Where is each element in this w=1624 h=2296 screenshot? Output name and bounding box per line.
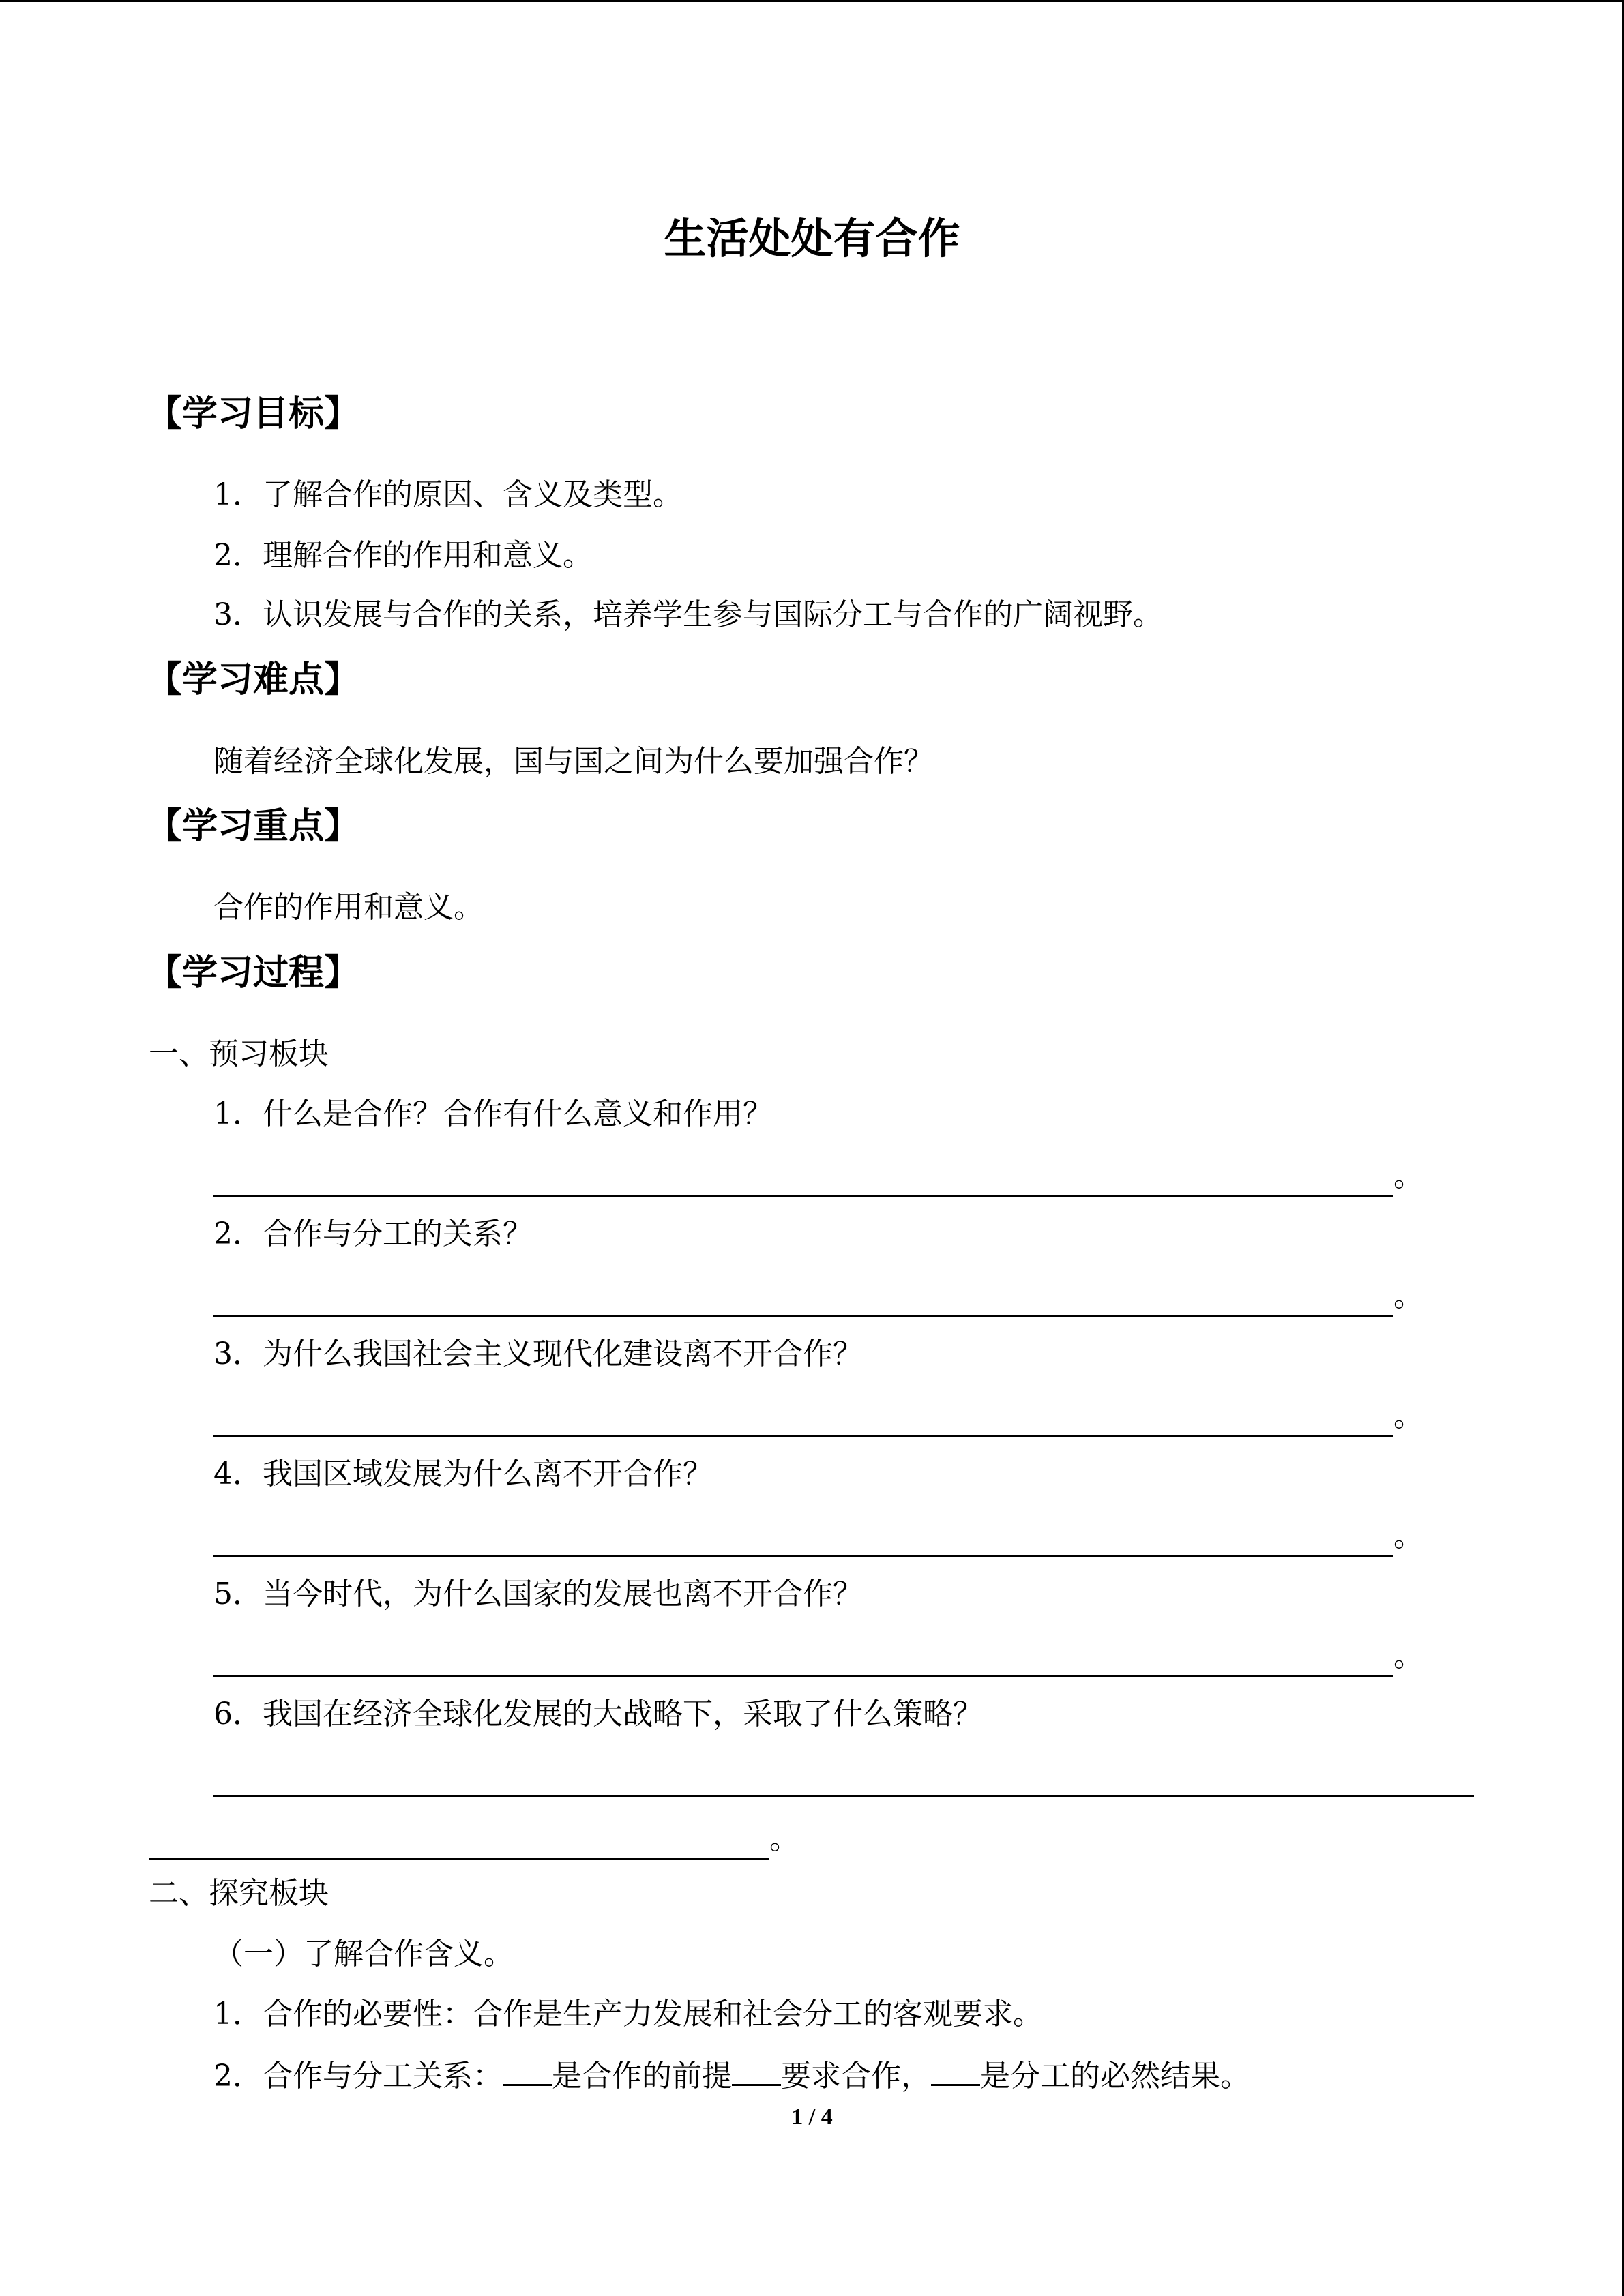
answer-blank-6b[interactable]	[149, 1825, 769, 1860]
page-border-top	[0, 0, 1624, 2]
preview-question-6: 6．我国在经济全球化发展的大战略下，采取了什么策略？	[213, 1697, 983, 1731]
explore-item-1: 1．合作的必要性：合作是生产力发展和社会分工的客观要求。	[213, 1997, 1043, 2031]
explore-item-2-part2: 是合作的前提	[552, 2059, 732, 2093]
explore-item-2-prefix: 2．合作与分工关系：	[213, 2059, 503, 2093]
objectives-heading: 【学习目标】	[147, 393, 360, 434]
objective-item-3: 3．认识发展与合作的关系，培养学生参与国际分工与合作的广阔视野。	[213, 597, 1163, 632]
answer-line-3[interactable]	[213, 1396, 1423, 1437]
preview-question-3: 3．为什么我国社会主义现代化建设离不开合作？	[213, 1337, 863, 1371]
answer-blank-3[interactable]	[213, 1402, 1393, 1437]
answer-line-2[interactable]	[213, 1276, 1423, 1317]
preview-section-title: 一、预习板块	[149, 1037, 329, 1071]
preview-question-4: 4．我国区域发展为什么离不开合作？	[213, 1457, 713, 1491]
explore-sub-title: （一）了解合作含义。	[213, 1937, 514, 1971]
answer-line-6a[interactable]	[213, 1756, 1474, 1797]
end-mark: 。	[1393, 1639, 1423, 1673]
end-mark: 。	[1393, 1279, 1423, 1313]
focus-text: 合作的作用和意义。	[213, 890, 484, 925]
objective-item-1: 1．了解合作的原因、含义及类型。	[213, 477, 683, 512]
answer-line-4[interactable]	[213, 1516, 1423, 1557]
answer-blank-1[interactable]	[213, 1162, 1393, 1197]
answer-line-5[interactable]	[213, 1636, 1423, 1677]
end-mark: 。	[1393, 1399, 1423, 1433]
process-heading: 【学习过程】	[147, 953, 360, 994]
fill-blank-2[interactable]	[732, 2054, 781, 2086]
explore-item-2-part3: 要求合作，	[781, 2059, 931, 2093]
focus-heading: 【学习重点】	[147, 806, 360, 847]
explore-item-2	[213, 2054, 1250, 2097]
fill-blank-1[interactable]	[503, 2054, 552, 2086]
answer-blank-2[interactable]	[213, 1282, 1393, 1317]
answer-blank-5[interactable]	[213, 1642, 1393, 1677]
answer-blank-6a[interactable]	[213, 1762, 1474, 1797]
answer-line-6b[interactable]	[149, 1819, 799, 1860]
objective-item-2: 2．理解合作的作用和意义。	[213, 538, 593, 573]
preview-question-5: 5．当今时代，为什么国家的发展也离不开合作？	[213, 1577, 863, 1611]
end-mark: 。	[1393, 1519, 1423, 1553]
answer-blank-4[interactable]	[213, 1522, 1393, 1557]
difficulty-heading: 【学习难点】	[147, 659, 360, 700]
end-mark: 。	[1393, 1159, 1423, 1193]
explore-section-title: 二、探究板块	[149, 1876, 329, 1911]
end-mark: 。	[769, 1821, 799, 1856]
explore-item-2-part4: 是分工的必然结果。	[980, 2059, 1250, 2093]
difficulty-text: 随着经济全球化发展，国与国之间为什么要加强合作？	[213, 744, 934, 779]
page-title: 生活处处有合作	[664, 213, 960, 263]
fill-blank-3[interactable]	[931, 2054, 980, 2086]
answer-line-1[interactable]	[213, 1156, 1423, 1197]
preview-question-1: 1．什么是合作？合作有什么意义和作用？	[213, 1097, 773, 1131]
page-number: 1 / 4	[791, 2104, 833, 2130]
preview-question-2: 2．合作与分工的关系？	[213, 1217, 533, 1251]
